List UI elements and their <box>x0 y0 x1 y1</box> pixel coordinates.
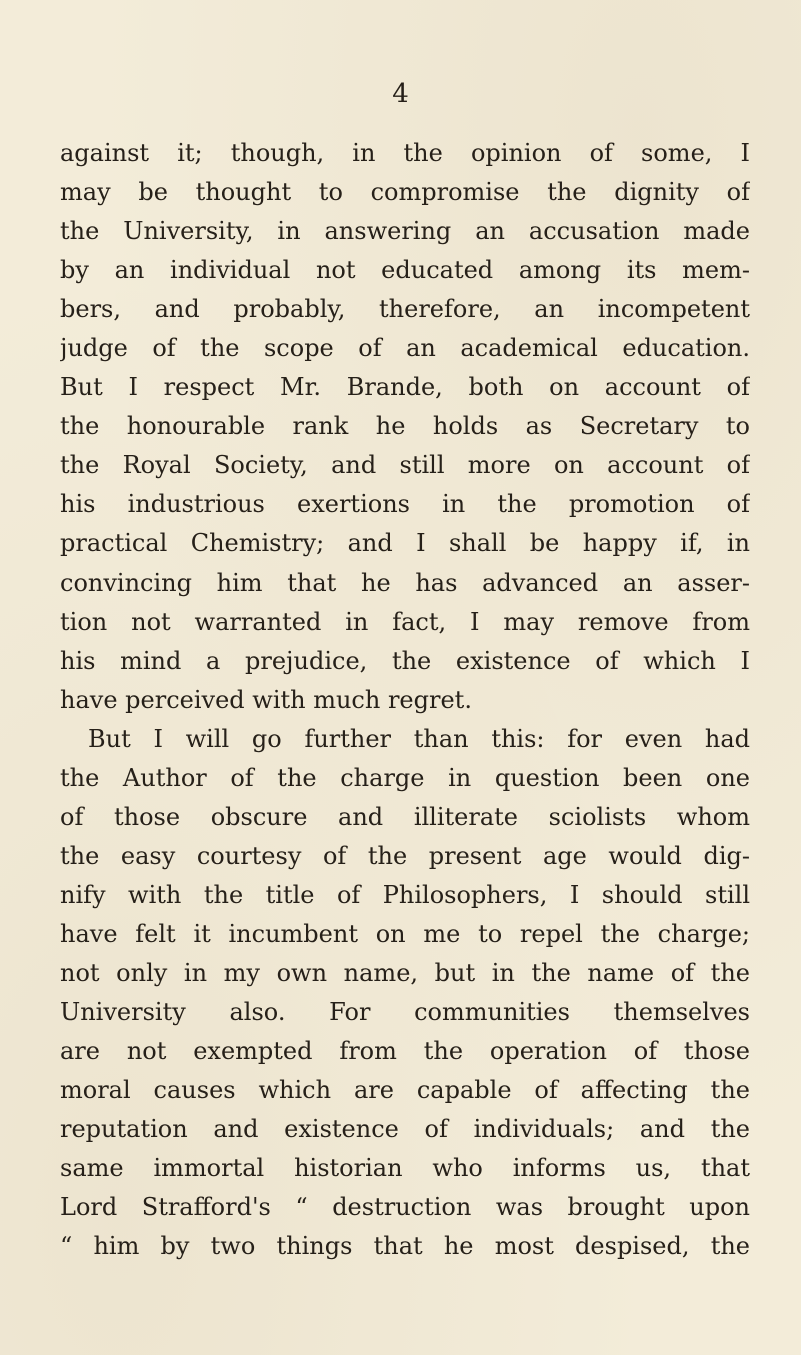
text-line: of those obscure and illiterate sciolists whom <box>60 802 750 831</box>
text-line: the easy courtesy of the present age would dig- <box>60 841 750 870</box>
text-line: his industrious exertions in the promotion of <box>60 490 750 519</box>
text-line: practical Chemistry; and I shall be happy if, in <box>60 529 750 558</box>
text-line: University also. For communities themselves <box>60 998 750 1027</box>
text-line: the University, in answering an accusation made <box>60 217 750 246</box>
text-line: his mind a prejudice, the existence of which I <box>60 646 750 675</box>
text-line: moral causes which are capable of affecting the <box>60 1076 750 1105</box>
text-line: reputation and existence of individuals; and the <box>60 1115 750 1144</box>
text-line: against it; though, in the opinion of some, I <box>60 139 750 167</box>
text-line: But I will go further than this: for even had <box>88 724 750 753</box>
text-line: the Royal Society, and still more on account of <box>60 451 750 480</box>
text-line: same immortal historian who informs us, that <box>60 1154 750 1183</box>
text-line: judge of the scope of an academical education. <box>60 334 750 363</box>
text-line: may be thought to compromise the dignity of <box>60 178 750 207</box>
text-line: Lord Strafford's “ destruction was brought upon <box>60 1193 750 1222</box>
text-line: have perceived with much regret. <box>60 685 472 714</box>
text-line: are not exempted from the operation of those <box>60 1037 750 1066</box>
body-text <box>60 134 750 1266</box>
text-line: by an individual not educated among its mem- <box>60 256 750 285</box>
page-number: 4 <box>392 79 409 109</box>
text-line: the honourable rank he holds as Secretary to <box>60 412 750 441</box>
text-line: bers, and probably, therefore, an incompetent <box>60 295 750 324</box>
text-line: convincing him that he has advanced an asser- <box>60 568 750 597</box>
text-line: tion not warranted in fact, I may remove from <box>60 607 750 636</box>
text-line: nify with the title of Philosophers, I should still <box>60 880 750 909</box>
text-line: But I respect Mr. Brande, both on account of <box>60 373 750 402</box>
text-line: “ him by two things that he most despised, the <box>60 1232 750 1261</box>
text-line: not only in my own name, but in the name of the <box>60 958 750 987</box>
text-line: have felt it incumbent on me to repel the charge; <box>60 919 750 948</box>
text-line: the Author of the charge in question been one <box>60 763 750 792</box>
